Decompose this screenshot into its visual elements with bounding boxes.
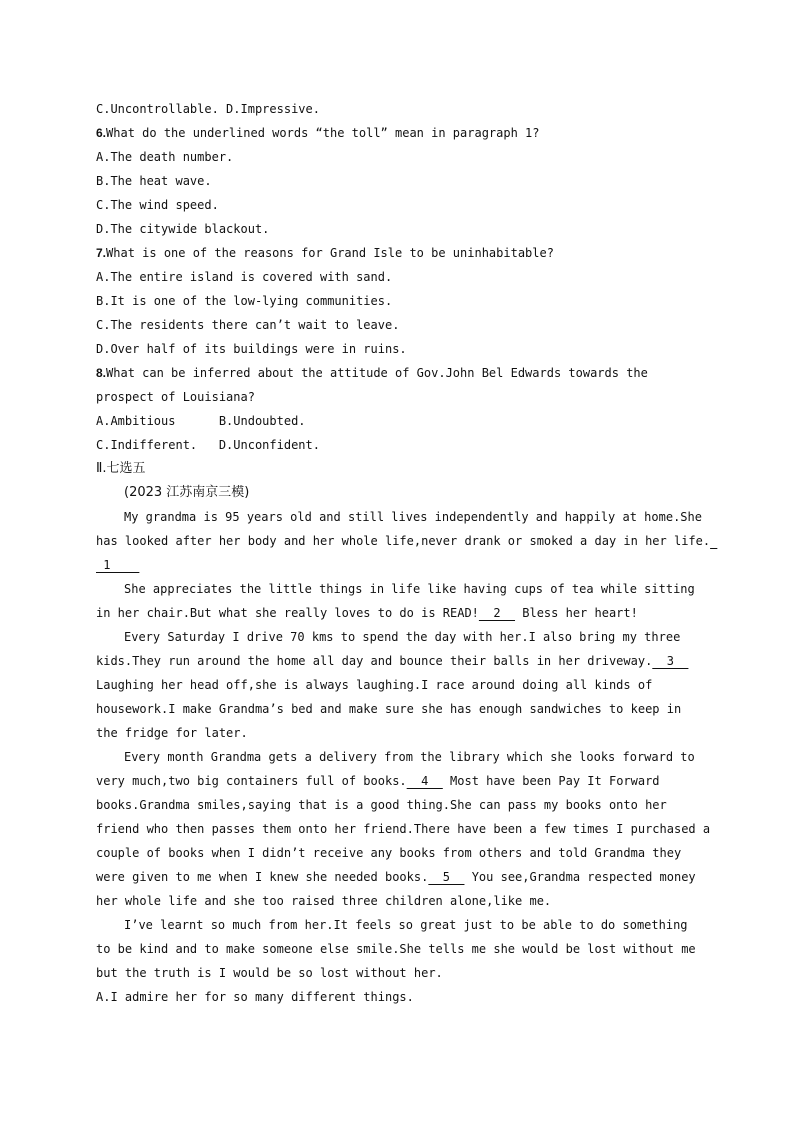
passage-line	[96, 553, 139, 577]
passage-line	[96, 601, 638, 625]
blank-1: 1	[96, 558, 140, 572]
passage-line: friend who then passes them onto her friend.There have been a few times I purchased a	[96, 822, 711, 836]
passage-line: couple of books when I didn’t receive any books from others and told Grandma they	[96, 846, 682, 860]
passage-line: I’ve learnt so much from her.It feels so great just to be able to do something	[124, 918, 688, 932]
passage-line	[96, 865, 696, 889]
question-8-cont: prospect of Louisiana?	[96, 390, 255, 404]
question-number: 8.	[96, 366, 107, 380]
passage-text: has looked after her body and her whole life,never drank or smoked a day in her life.	[96, 534, 711, 548]
question-6	[96, 121, 540, 145]
question-number: 6.	[96, 126, 107, 140]
passage-line	[96, 769, 660, 793]
blank-2: 2	[478, 606, 516, 620]
q6-option-d: D.The citywide blackout.	[96, 222, 270, 236]
passage-line: books.Grandma smiles,saying that is a good thing.She can pass my books onto her	[96, 798, 667, 812]
q7-option-d: D.Over half of its buildings were in ruins.	[96, 342, 407, 356]
passage-text: kids.They run around the home all day and bounce their balls in her driveway.	[96, 654, 653, 668]
blank-5: 5	[428, 870, 465, 884]
passage-line	[96, 649, 688, 673]
passage-line: Every Saturday I drive 70 kms to spend the day with her.I also bring my three	[124, 630, 681, 644]
question-7	[96, 241, 554, 265]
passage-line: but the truth is I would be so lost without her.	[96, 966, 443, 980]
q7-option-b: B.It is one of the low-lying communities.	[96, 294, 393, 308]
q5-options-cd: C.Uncontrollable. D.Impressive.	[96, 102, 320, 116]
passage-line: the fridge for later.	[96, 726, 248, 740]
passage-line: Laughing her head off,she is always laughing.I race around doing all kinds of	[96, 678, 653, 692]
blank-4: 4	[406, 774, 443, 788]
passage-line: She appreciates the little things in life like having cups of tea while sitting	[124, 582, 695, 596]
q6-option-c: C.The wind speed.	[96, 198, 219, 212]
passage-line: housework.I make Grandma’s bed and make sure she has enough sandwiches to keep in	[96, 702, 682, 716]
passage-text: Bless her heart!	[515, 606, 638, 620]
blank-1-start	[710, 529, 717, 553]
question-text: What do the underlined words “the toll” mean in paragraph 1?	[106, 126, 540, 140]
q8-options-cd: C.Indifferent. D.Unconfident.	[96, 438, 320, 452]
passage-text: You see,Grandma respected money	[464, 870, 696, 884]
option-a: A.I admire her for so many different things.	[96, 990, 414, 1004]
q8-options-ab: A.Ambitious B.Undoubted.	[96, 414, 306, 428]
q7-option-c: C.The residents there can’t wait to leave.	[96, 318, 400, 332]
passage-text: Most have been Pay It Forward	[442, 774, 660, 788]
passage-line	[96, 529, 717, 553]
question-text: What can be inferred about the attitude of Gov.John Bel Edwards towards the	[106, 366, 648, 380]
question-8	[96, 361, 648, 385]
source-note: (2023 江苏南京三模)	[124, 485, 250, 500]
passage-text: were given to me when I knew she needed books.	[96, 870, 429, 884]
passage-line: Every month Grandma gets a delivery from the library which she looks forward to	[124, 750, 695, 764]
passage-text: in her chair.But what she really loves to do is READ!	[96, 606, 479, 620]
section-heading: Ⅱ.七选五	[96, 461, 146, 476]
passage-text: very much,two big containers full of books.	[96, 774, 407, 788]
passage-line: to be kind and to make someone else smile.She tells me she would be lost without me	[96, 942, 696, 956]
blank-3: 3	[652, 654, 689, 668]
passage-line: her whole life and she too raised three children alone,like me.	[96, 894, 552, 908]
q6-option-a: A.The death number.	[96, 150, 234, 164]
q6-option-b: B.The heat wave.	[96, 174, 212, 188]
question-number: 7.	[96, 246, 107, 260]
q7-option-a: A.The entire island is covered with sand.	[96, 270, 393, 284]
question-text: What is one of the reasons for Grand Isle to be uninhabitable?	[106, 246, 554, 260]
passage-line: My grandma is 95 years old and still lives independently and happily at home.She	[124, 510, 702, 524]
